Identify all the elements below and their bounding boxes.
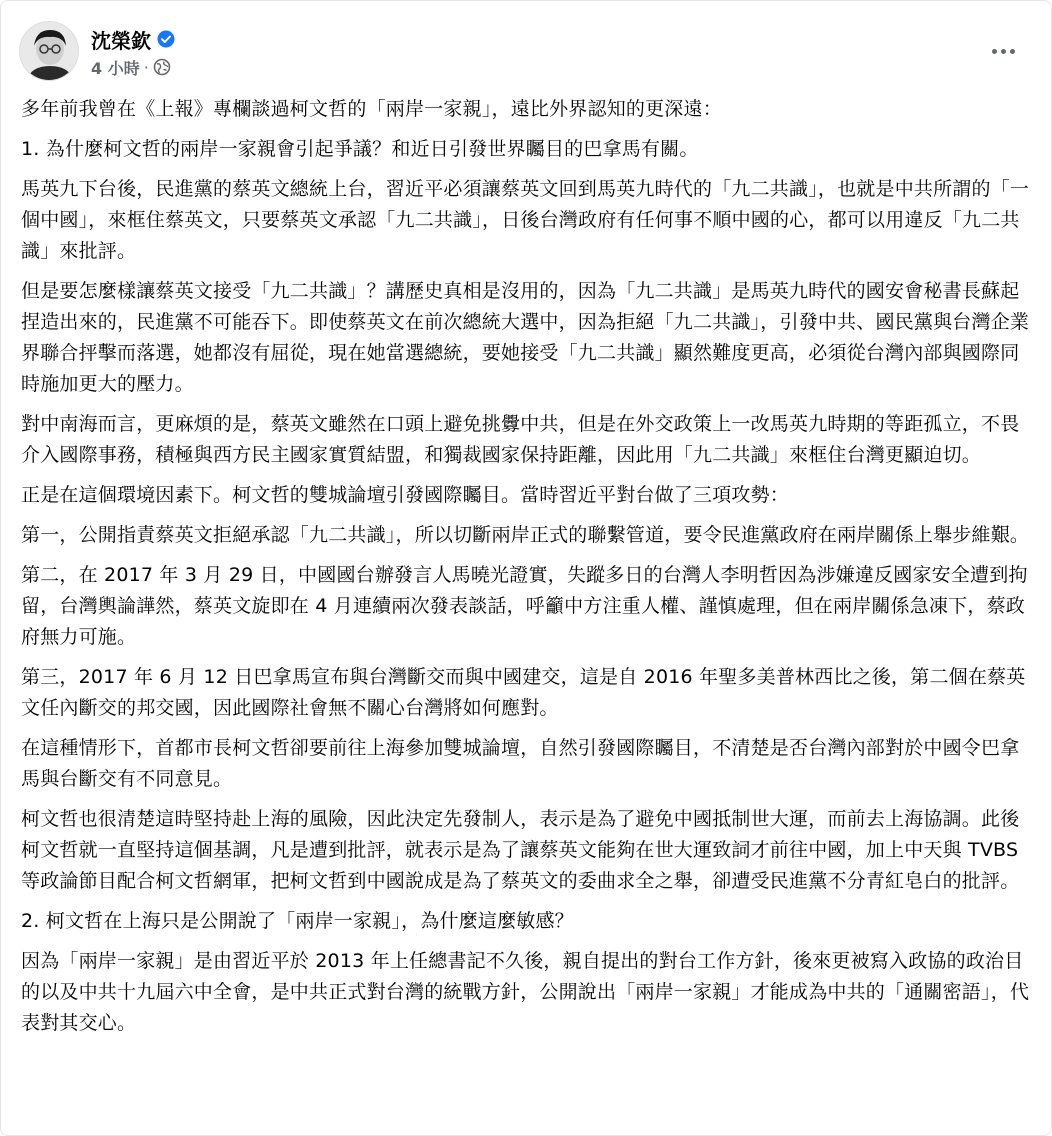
verified-badge-icon	[157, 30, 175, 48]
meta-separator: ·	[143, 57, 149, 77]
post-paragraph: 因為「兩岸一家親」是由習近平於 2013 年上任總書記不久後，親自提出的對台工作方針，後來更被寫入政協的政治目的以及中共十九屆六中全會，是中共正式對台灣的統戰方針，公開說出「兩岸一家親」才能成為中共的「通關密語」，代表對其交心。	[21, 950, 1030, 1034]
post-paragraph: 柯文哲也很清楚這時堅持赴上海的風險，因此決定先發制人，表示是為了避免中國抵制世大運，而前去上海協調。此後柯文哲就一直堅持這個基調，凡是遭到批評，就表示是為了讓蔡英文能夠在世大運致詞才前往中國，加上中天與 TVBS 等政論節目配合柯文哲網軍，把柯文哲到中國說成是為了蔡英文的委曲求全之舉，卻遭受民進黨不分青紅皂白的批評。	[21, 808, 1020, 892]
post-paragraph: 但是要怎麼樣讓蔡英文接受「九二共識」？講歷史真相是沒用的，因為「九二共識」是馬英九時代的國安會秘書長蘇起捏造出來的，民進黨不可能吞下。即使蔡英文在前次總統大選中，因為拒絕「九二共識」，引發中共、國民黨與台灣企業界聯合抨擊而落選，她都沒有屈從，現在她當選總統，要她接受「九二共識」顯然難度更高，必須從台灣內部與國際同時施加更大的壓力。	[21, 280, 1030, 395]
person-avatar-icon	[20, 22, 79, 81]
post-paragraph: 2. 柯文哲在上海只是公開說了「兩岸一家親」，為什麼這麼敏感？	[21, 910, 574, 932]
post-paragraph: 馬英九下台後，民進黨的蔡英文總統上台，習近平必須讓蔡英文回到馬英九時代的「九二共識」，也就是中共所謂的「一個中國」，來框住蔡英文，只要蔡英文承認「九二共識」，日後台灣政府有任何事不順中國的心，都可以用違反「九二共識」來批評。	[21, 178, 1030, 262]
more-options-icon	[992, 49, 1015, 54]
post-paragraph: 第一，公開指責蔡英文拒絕承認「九二共識」，所以切斷兩岸正式的聯繫管道，要令民進黨政府在兩岸關係上舉步維艱。	[21, 524, 1030, 546]
author-name-row	[91, 25, 175, 53]
more-options-button[interactable]	[983, 33, 1023, 69]
post-meta	[91, 55, 171, 79]
post-paragraph: 正是在這個環境因素下。柯文哲的雙城論壇引發國際矚目。當時習近平對台做了三項攻勢：	[21, 484, 790, 506]
post-paragraph: 多年前我曾在《上報》專欄談過柯文哲的「兩岸一家親」，遠比外界認知的更深遠：	[21, 98, 722, 120]
post-timestamp[interactable]: 4 小時	[91, 58, 140, 78]
post-paragraph: 第三，2017 年 6 月 12 日巴拿馬宣布與台灣斷交而與中國建交，這是自 2016 年聖多美普林西比之後，第二個在蔡英文任內斷交的邦交國，因此國際社會無不關心台灣將如何應對。	[21, 666, 1026, 719]
globe-icon[interactable]	[153, 58, 171, 76]
author-name[interactable]: 沈榮欽	[91, 28, 151, 53]
post-paragraph: 1. 為什麼柯文哲的兩岸一家親會引起爭議？和近日引發世界矚目的巴拿馬有關。	[21, 138, 699, 160]
post-paragraph: 第二，在 2017 年 3 月 29 日，中國國台辦發言人馬曉光證實，失蹤多日的台灣人李明哲因為涉嫌違反國家安全遭到拘留，台灣輿論譁然，蔡英文旋即在 4 月連續兩次發表談話，呼籲中方注重人權、謹慎處理，但在兩岸關係急凍下，蔡政府無力可施。	[21, 564, 1028, 648]
author-avatar[interactable]	[19, 21, 79, 81]
post-header	[19, 21, 1033, 85]
post-body	[21, 94, 1035, 1048]
post-paragraph: 對中南海而言，更麻煩的是，蔡英文雖然在口頭上避免挑釁中共，但是在外交政策上一改馬英九時期的等距孤立，不畏介入國際事務，積極與西方民主國家實質結盟，和獨裁國家保持距離，因此用「九二共識」來框住台灣更顯迫切。	[21, 413, 1020, 466]
post-paragraph: 在這種情形下，首都市長柯文哲卻要前往上海參加雙城論壇，自然引發國際矚目，不清楚是否台灣內部對於中國令巴拿馬與台斷交有不同意見。	[21, 737, 1020, 790]
